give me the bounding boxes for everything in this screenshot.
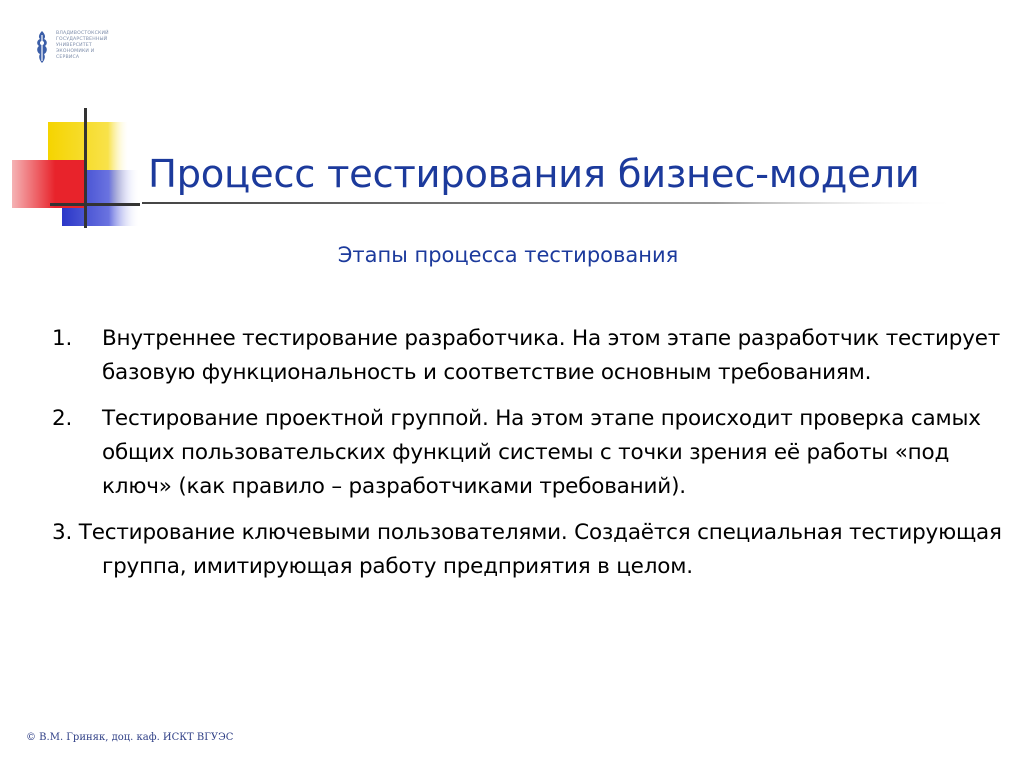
list-item-text: Тестирование проектной группой. На этом этапе происходит проверка самых общих пользовательских функций системы с точки зрения её работы «под ключ» (как правило – разработчиками требований). xyxy=(102,406,981,499)
deco-horizontal-line xyxy=(50,203,140,206)
deco-yellow-square xyxy=(48,122,128,204)
deco-blue-square xyxy=(62,170,140,226)
list-item xyxy=(52,322,1002,390)
university-name: ВЛАДИВОСТОКСКИЙ ГОСУДАРСТВЕННЫЙ УНИВЕРСИТЕТ ЭКОНОМИКИ И СЕРВИСА xyxy=(56,31,109,60)
list-item xyxy=(52,402,1002,504)
list-item xyxy=(52,516,1002,584)
university-logo xyxy=(34,30,124,66)
list-item-text: Тестирование ключевыми пользователями. Создаётся специальная тестирующая группа, имитирующая работу предприятия в целом. xyxy=(78,520,1002,579)
slide-title: Процесс тестирования бизнес-модели xyxy=(148,152,920,197)
list-item-number: 3. xyxy=(52,520,73,545)
copyright-footer: © В.М. Гриняк, доц. каф. ИСКТ ВГУЭС xyxy=(26,732,234,743)
title-decoration xyxy=(0,0,1024,240)
deco-red-square xyxy=(12,160,84,208)
deco-vertical-line xyxy=(84,108,87,228)
list-item-number: 2. xyxy=(52,406,73,431)
university-emblem-icon xyxy=(34,30,50,64)
slide-subtitle: Этапы процесса тестирования xyxy=(337,243,679,267)
list-item-text: Внутреннее тестирование разработчика. На этом этапе разработчик тестирует базовую функциональность и соответствие основным требованиям. xyxy=(102,326,1001,385)
list-item-number: 1. xyxy=(52,326,73,351)
title-underline xyxy=(142,202,960,204)
stages-list xyxy=(52,322,1002,584)
